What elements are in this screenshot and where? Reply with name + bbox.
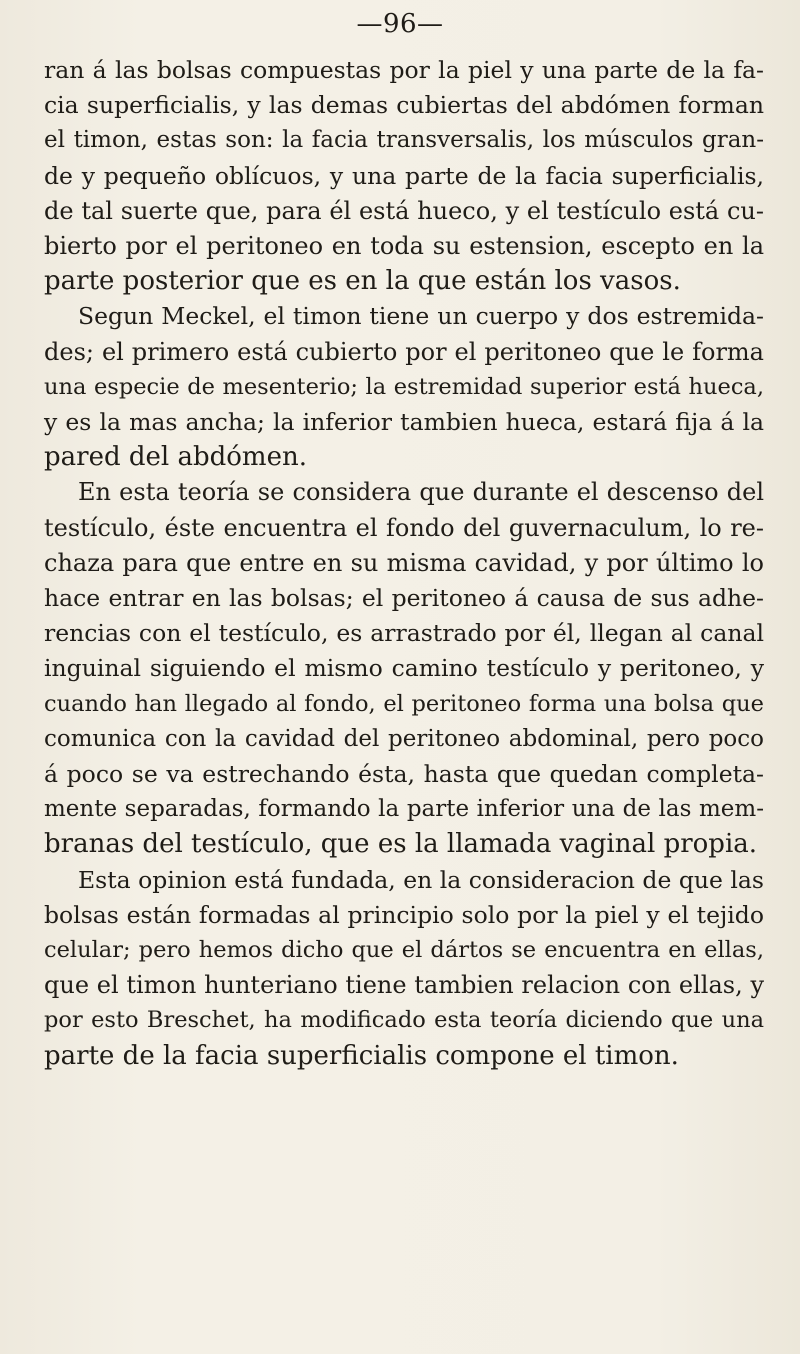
body-text — [44, 53, 764, 1074]
text-line: mente separadas, formando la parte inferior una de las mem- — [44, 796, 764, 823]
text-line: que el timon hunteriano tiene tambien relacion con ellas, y — [44, 971, 764, 1000]
page-number: —96— — [356, 9, 444, 39]
text-line: de tal suerte que, para él está hueco, y el testículo está cu- — [44, 196, 764, 225]
text-line: celular; pero hemos dicho que el dártos se encuentra en ellas, — [44, 937, 764, 964]
text-line: des; el primero está cubierto por el peritoneo que le forma — [44, 337, 764, 366]
text-line: Segun Meckel, el timon tiene un cuerpo y dos estremida- — [78, 302, 764, 331]
text-line: parte posterior que es en la que están los vasos. — [44, 266, 681, 297]
text-line: una especie de mesenterio; la estremidad superior está hueca, — [44, 373, 764, 400]
text-line: parte de la facia superficialis compone el timon. — [44, 1040, 679, 1071]
text-line: cuando han llegado al fondo, el peritoneo forma una bolsa que — [44, 690, 764, 717]
text-line: branas del testículo, que es la llamada vaginal propia. — [44, 829, 758, 860]
text-line: pared del abdómen. — [44, 442, 307, 473]
text-line: y es la mas ancha; la inferior tambien hueca, estará fija á la — [44, 408, 764, 437]
text-line: rencias con el testículo, es arrastrado por él, llegan al canal — [44, 619, 764, 648]
text-line: Esta opinion está fundada, en la consideracion de que las — [78, 865, 764, 894]
text-line: bolsas están formadas al principio solo por la piel y el tejido — [44, 900, 764, 929]
text-line: comunica con la cavidad del peritoneo abdominal, pero poco — [44, 725, 764, 752]
text-line: chaza para que entre en su misma cavidad, y por último lo — [44, 548, 764, 577]
text-line: bierto por el peritoneo en toda su estension, escepto en la — [44, 232, 764, 261]
text-line: cia superficialis, y las demas cubiertas del abdómen forman — [44, 91, 764, 120]
text-line: á poco se va estrechando ésta, hasta que quedan completa- — [44, 760, 764, 789]
text-line: de y pequeño oblícuos, y una parte de la facia superficialis, — [44, 161, 764, 190]
text-line: el timon, estas son: la facia transversalis, los músculos gran- — [44, 127, 764, 154]
text-line: testículo, éste encuentra el fondo del guvernaculum, lo re- — [44, 513, 764, 542]
text-line: por esto Breschet, ha modificado esta teoría diciendo que una — [44, 1007, 764, 1034]
text-line: En esta teoría se considera que durante el descenso del — [78, 478, 764, 507]
text-line: hace entrar en las bolsas; el peritoneo á causa de sus adhe- — [44, 584, 764, 613]
text-line: ran á las bolsas compuestas por la piel y una parte de la fa- — [44, 56, 764, 84]
text-line: inguinal siguiendo el mismo camino testículo y peritoneo, y — [44, 654, 764, 683]
